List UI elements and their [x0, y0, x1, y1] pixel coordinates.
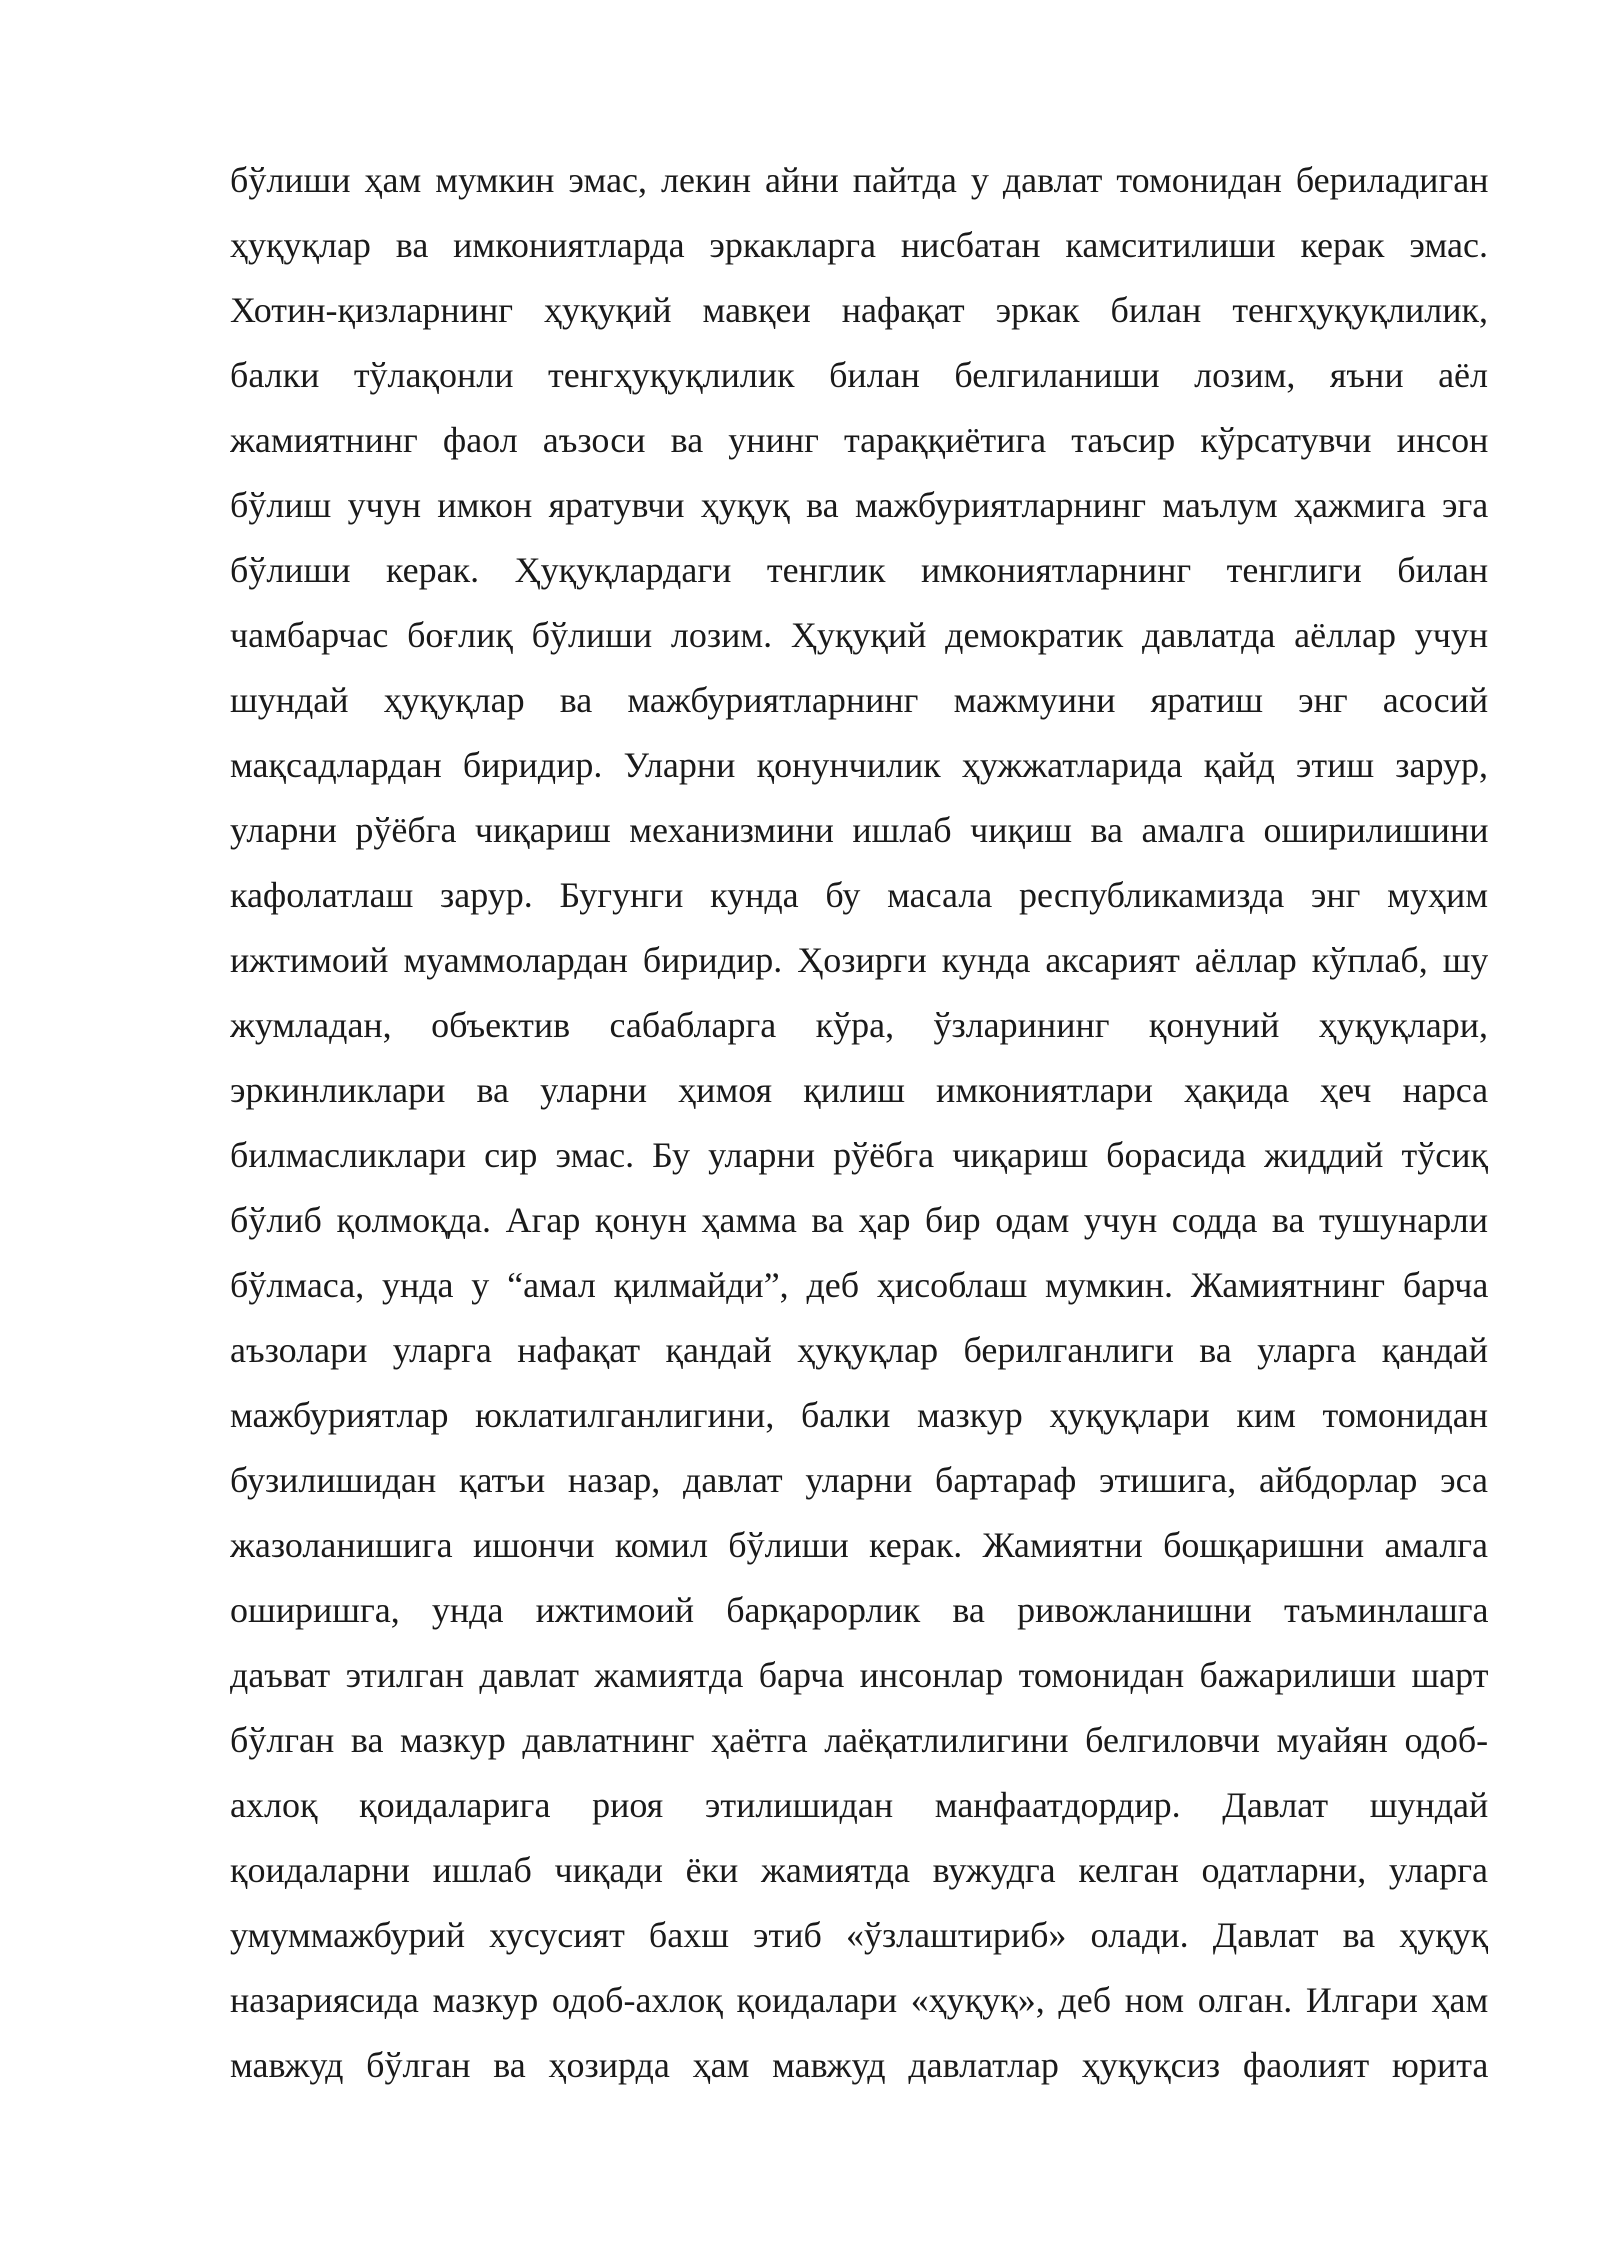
text-line: билмасликлари сир эмас. Бу уларни рўёбга чиқариш борасида жиддий тўсиқ: [230, 1135, 1488, 1175]
text-line: мақсадлардан биридир. Уларни қонунчилик ҳужжатларида қайд этиш зарур,: [230, 745, 1488, 785]
text-line: назариясида мазкур одоб-ахлоқ қоидалари «ҳуқуқ», деб ном олган. Илгари ҳам: [230, 1980, 1488, 2020]
text-line: ҳуқуқлар ва имкониятларда эркакларга нисбатан камситилиши керак эмас.: [230, 225, 1488, 265]
text-line: жамиятнинг фаол аъзоси ва унинг тараққиётига таъсир кўрсатувчи инсон: [230, 420, 1488, 460]
text-line: бўлиши керак. Ҳуқуқлардаги тенглик имкониятларнинг тенглиги билан: [230, 550, 1488, 590]
text-line: қоидаларни ишлаб чиқади ёки жамиятда вужудга келган одатларни, уларга: [230, 1850, 1488, 1890]
body-text: [230, 148, 1488, 2098]
text-line: оширишга, унда ижтимоий барқарорлик ва ривожланишни таъминлашга: [230, 1590, 1488, 1630]
text-line: бузилишидан қатъи назар, давлат уларни бартараф этишига, айбдорлар эса: [230, 1460, 1488, 1500]
text-line: бўлиши ҳам мумкин эмас, лекин айни пайтда у давлат томонидан бериладиган: [230, 160, 1488, 200]
text-line: балки тўлақонли тенгҳуқуқлилик билан белгиланиши лозим, яъни аёл: [230, 355, 1488, 395]
text-line: Хотин-қизларнинг ҳуқуқий мавқеи нафақат эркак билан тенгҳуқуқлилик,: [230, 290, 1488, 330]
text-line: ахлоқ қоидаларига риоя этилишидан манфаатдордир. Давлат шундай: [230, 1785, 1488, 1825]
text-line: кафолатлаш зарур. Бугунги кунда бу масала республикамизда энг муҳим: [230, 875, 1488, 915]
text-line: чамбарчас боғлиқ бўлиши лозим. Ҳуқуқий демократик давлатда аёллар учун: [230, 615, 1488, 655]
text-line: жазоланишига ишончи комил бўлиши керак. Жамиятни бошқаришни амалга: [230, 1525, 1488, 1565]
text-line: жумладан, объектив сабабларга кўра, ўзларининг қонуний ҳуқуқлари,: [230, 1005, 1488, 1045]
text-line: умуммажбурий хусусият бахш этиб «ўзлаштириб» олади. Давлат ва ҳуқуқ: [230, 1915, 1488, 1955]
text-line: шундай ҳуқуқлар ва мажбуриятларнинг мажмуини яратиш энг асосий: [230, 680, 1488, 720]
text-line: бўлган ва мазкур давлатнинг ҳаётга лаёқатлилигини белгиловчи муайян одоб-: [230, 1720, 1488, 1760]
text-line: аъзолари уларга нафақат қандай ҳуқуқлар берилганлиги ва уларга қандай: [230, 1330, 1488, 1370]
text-line: мажбуриятлар юклатилганлигини, балки мазкур ҳуқуқлари ким томонидан: [230, 1395, 1488, 1435]
text-line: ижтимоий муаммолардан биридир. Ҳозирги кунда аксарият аёллар кўплаб, шу: [230, 940, 1488, 980]
text-line: даъват этилган давлат жамиятда барча инсонлар томонидан бажарилиши шарт: [230, 1655, 1488, 1695]
text-line: эркинликлари ва уларни ҳимоя қилиш имкониятлари ҳақида ҳеч нарса: [230, 1070, 1488, 1110]
text-line: бўлиб қолмоқда. Агар қонун ҳамма ва ҳар бир одам учун содда ва тушунарли: [230, 1200, 1488, 1240]
text-line: мавжуд бўлган ва ҳозирда ҳам мавжуд давлатлар ҳуқуқсиз фаолият юрита: [230, 2045, 1488, 2085]
text-line: бўлиш учун имкон яратувчи ҳуқуқ ва мажбуриятларнинг маълум ҳажмига эга: [230, 485, 1488, 525]
text-line: бўлмаса, унда у “амал қилмайди”, деб ҳисоблаш мумкин. Жамиятнинг барча: [230, 1265, 1488, 1305]
text-line: уларни рўёбга чиқариш механизмини ишлаб чиқиш ва амалга оширилишини: [230, 810, 1488, 850]
